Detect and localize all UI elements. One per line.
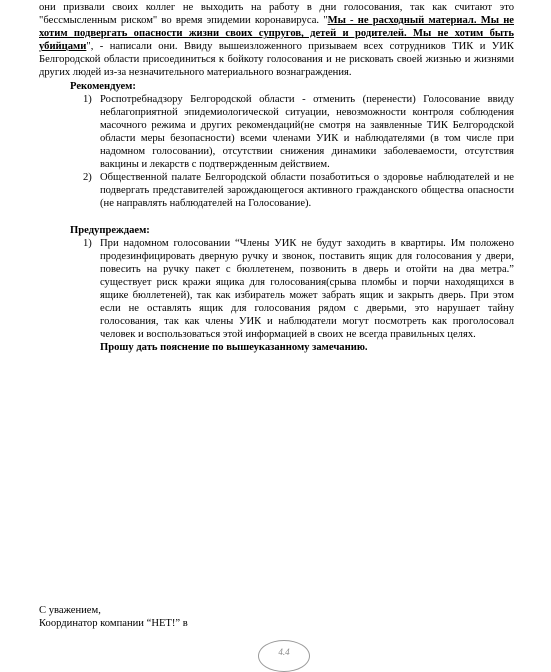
intro-bold-quote: Мы - не расходный материал. Мы не хотим подвергать опасности жизни своих супругов, детей и родителей. Мы не хотим быть убийцами [39, 15, 515, 53]
intro-text-after: ", - написали они. Ввиду вышеизложенного призываем всех сотрудников ТИК и УИК Белгородской области присоединиться к бойкоту голосования и не рисковать своей жизнью и жизнями других людей из-за незначительного материального вознаграждения. [39, 41, 514, 79]
recommend-item-1-number: 1) [83, 93, 92, 105]
signoff-regards: С уважением, [39, 605, 101, 616]
document-body [39, 1, 514, 354]
intro-paragraph [39, 1, 514, 80]
signoff-coordinator: Координатор компании “НЕТ!” в [39, 618, 188, 630]
warn-list [39, 237, 514, 355]
stamp-text: 4.4 [278, 647, 290, 657]
section-gap [39, 211, 514, 224]
warn-item-1-request: Прошу дать пояснение по вышеуказанному замечанию. [100, 342, 368, 354]
recommend-item-2-number: 2) [83, 172, 92, 184]
recommend-item-2-text: Общественной палате Белгородской области позаботиться о здоровье наблюдателей и не подвергать представителей зарождающегося активного гражданского общества опасности (не направлять наблюдателей на Голосование). [100, 172, 514, 210]
recommend-item-1-text: Роспотребнадзору Белгородской области - отменить (перенести) Голосование ввиду неблагоприятной эпидемиологической ситуации, невозможности контроля соблюдения масочного режима и других рекомендаций(не смотря на заявленные ТИК Белгородской области меры безопасности) всеми членами УИК и наблюдателями (в том числе при надомном голосовании), отсутствии снижения динамики заболеваемости, отсутствия вакцины и лекарств с подтвержденным действием. [100, 93, 514, 171]
recommend-heading: Рекомендуем: [70, 80, 136, 92]
stamp-mark [258, 640, 310, 672]
recommend-item-2 [39, 171, 514, 210]
warn-item-1-text: При надомном голосовании “Члены УИК не будут заходить в квартиры. Им положено продезинфицировать дверную ручку и звонок, поставить ящик для голосования у двери, повесить на ручку пакет с бюллетенем, позвонить в дверь и отойти на два метра.” существует риск кражи ящика для голосования(срыва пломбы и порчи находящихся в ящике бюллетеней), так как избиратель может забрать ящик и закрыть дверь. При этом если не оставлять ящик для голосования рядом с дверьми, это нарушает тайну голосования, так как члены УИК и наблюдатели могут посмотреть как проголосовал человек и воспользоваться этой информацией в своих не всегда правильных целях. [100, 237, 514, 341]
recommend-list [39, 93, 514, 211]
intro-text-before: они призвали своих коллег не выходить на работу в дни голосования, так как считают это "бессмысленным риском" во время эпидемии коронавируса. " [39, 2, 514, 27]
warn-item-1-number: 1) [83, 237, 92, 249]
warn-heading: Предупреждаем: [70, 224, 150, 236]
signoff-block [39, 604, 509, 630]
warn-item-1 [39, 237, 514, 355]
recommend-item-1 [39, 93, 514, 172]
